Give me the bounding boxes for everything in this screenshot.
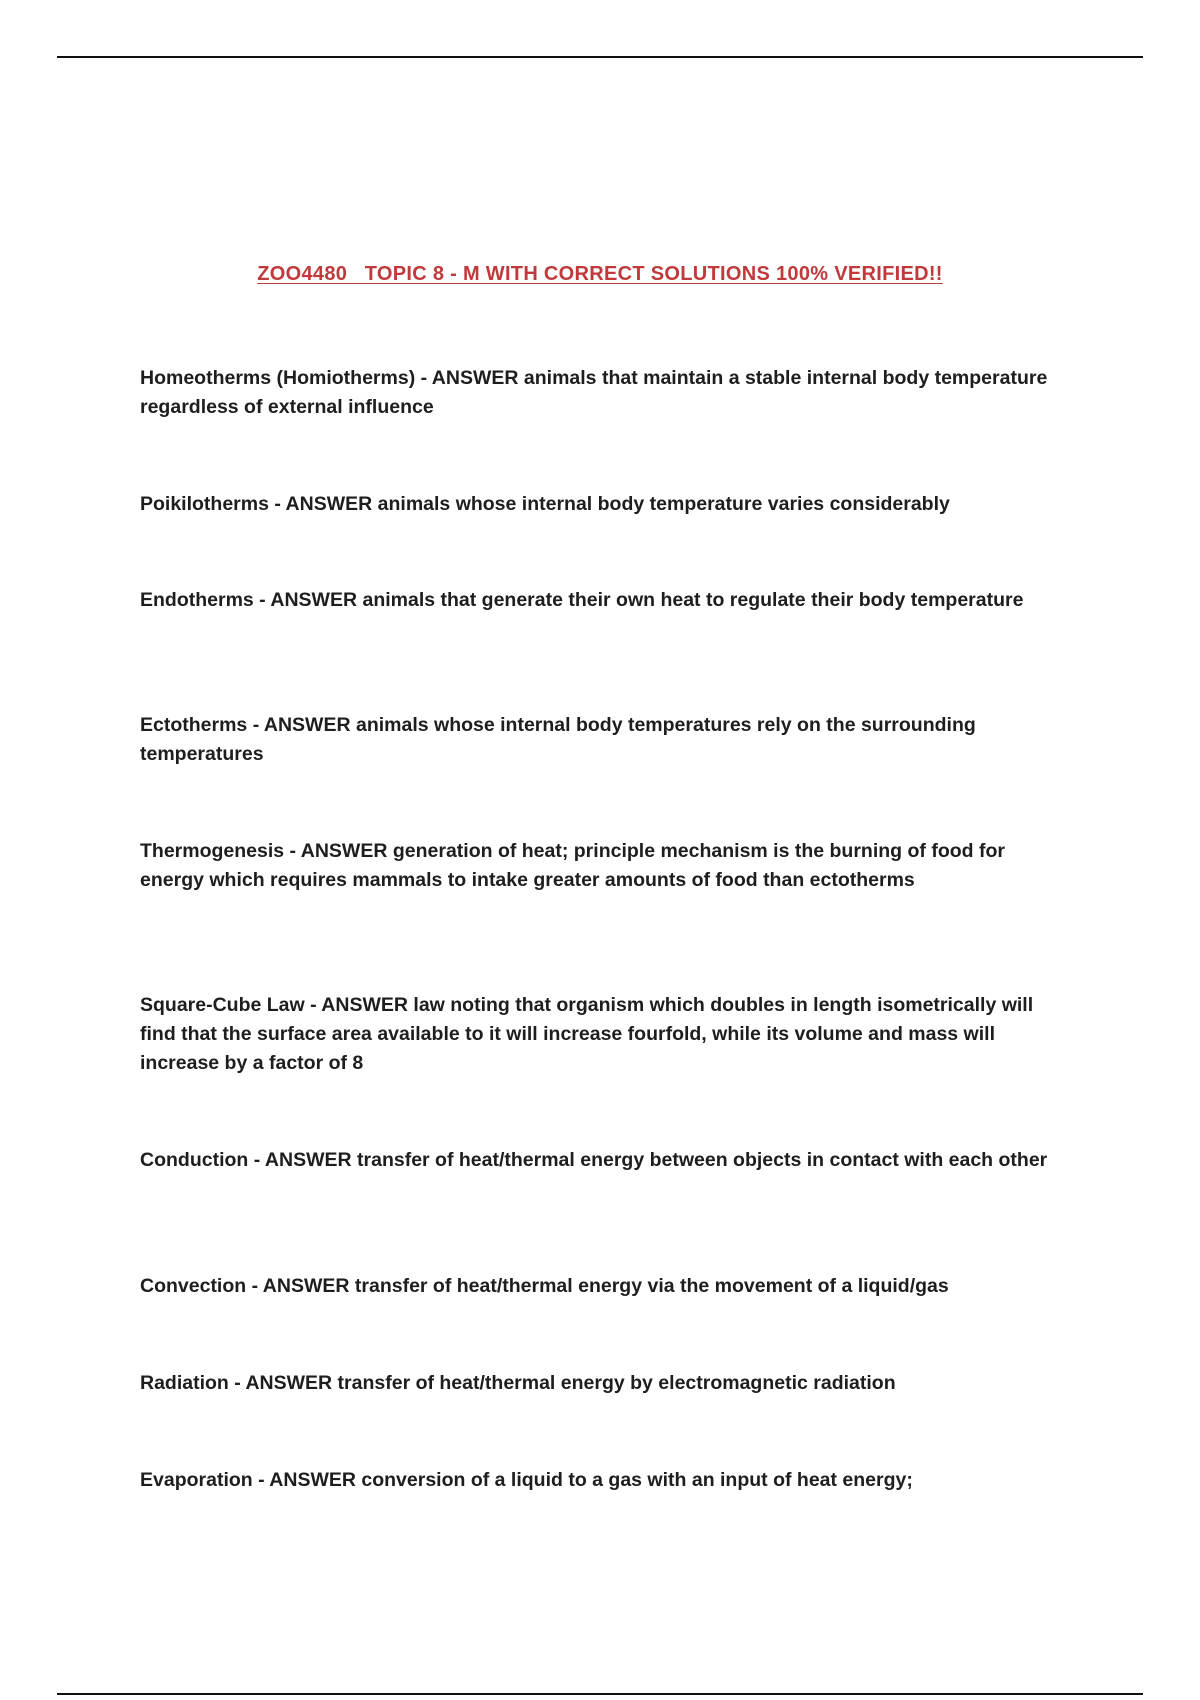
- entry-separator: - ANSWER: [304, 994, 414, 1016]
- entry-term: Square-Cube Law: [140, 994, 305, 1016]
- qa-entry-convection: [140, 1272, 1060, 1301]
- entry-separator: - ANSWER: [253, 589, 363, 611]
- qa-entry-homeotherms: [140, 364, 1060, 422]
- entry-separator: - ANSWER: [246, 1275, 355, 1297]
- entry-term: Poikilotherms: [140, 493, 269, 515]
- entry-separator: - ANSWER: [268, 493, 378, 515]
- document-title: [0, 263, 1200, 286]
- entry-term: Thermogenesis: [140, 840, 285, 862]
- entry-term: Conduction: [140, 1149, 249, 1171]
- entry-definition: transfer of heat/thermal energy via the movement of a liquid/gas: [354, 1275, 949, 1297]
- qa-entry-conduction: [140, 1146, 1060, 1175]
- qa-entry-ectotherms: [140, 711, 1060, 769]
- entry-definition: law noting that organism which doubles in length isometrically will find that the surface area available to it will increase fourfold, while its volume and mass will increase by a factor of 8: [140, 994, 1034, 1074]
- entry-term: Convection: [140, 1275, 247, 1297]
- entry-term: Ectotherms: [140, 714, 248, 736]
- entry-separator: - ANSWER: [415, 367, 524, 389]
- entry-definition: conversion of a liquid to a gas with an input of heat energy;: [361, 1469, 913, 1491]
- entry-separator: - ANSWER: [284, 840, 393, 862]
- entry-separator: - ANSWER: [228, 1372, 338, 1394]
- entry-definition: animals whose internal body temperature varies considerably: [377, 493, 950, 515]
- entry-term: Homeotherms (Homiotherms): [140, 367, 416, 389]
- entry-term: Radiation: [140, 1372, 229, 1394]
- entry-definition: animals whose internal body temperatures rely on the surrounding temperatures: [140, 714, 976, 765]
- bottom-rule: [57, 1693, 1143, 1695]
- entry-term: Evaporation: [140, 1469, 253, 1491]
- entry-separator: - ANSWER: [247, 714, 356, 736]
- qa-entry-thermogenesis: [140, 837, 1060, 895]
- top-rule: [57, 56, 1143, 58]
- entry-separator: - ANSWER: [252, 1469, 362, 1491]
- qa-entry-poikilotherms: [140, 490, 1060, 519]
- qa-entry-endotherms: [140, 586, 1060, 615]
- qa-entry-square-cube-law: [140, 991, 1060, 1078]
- qa-entry-evaporation: [140, 1466, 1060, 1495]
- qa-entry-radiation: [140, 1369, 1060, 1398]
- entry-term: Endotherms: [140, 589, 254, 611]
- entry-definition: animals that maintain a stable internal body temperature regardless of external influence: [140, 367, 1048, 418]
- entry-definition: transfer of heat/thermal energy between objects in contact with each other: [357, 1149, 1048, 1171]
- entry-separator: - ANSWER: [248, 1149, 358, 1171]
- entry-definition: transfer of heat/thermal energy by electromagnetic radiation: [337, 1372, 896, 1394]
- entry-definition: animals that generate their own heat to regulate their body temperature: [362, 589, 1024, 611]
- entry-definition: generation of heat; principle mechanism is the burning of food for energy which requires mammals to intake greater amounts of food than ectotherms: [140, 840, 1005, 891]
- document-title-text: ZOO4480 TOPIC 8 - M WITH CORRECT SOLUTIONS 100% VERIFIED!!: [257, 263, 943, 285]
